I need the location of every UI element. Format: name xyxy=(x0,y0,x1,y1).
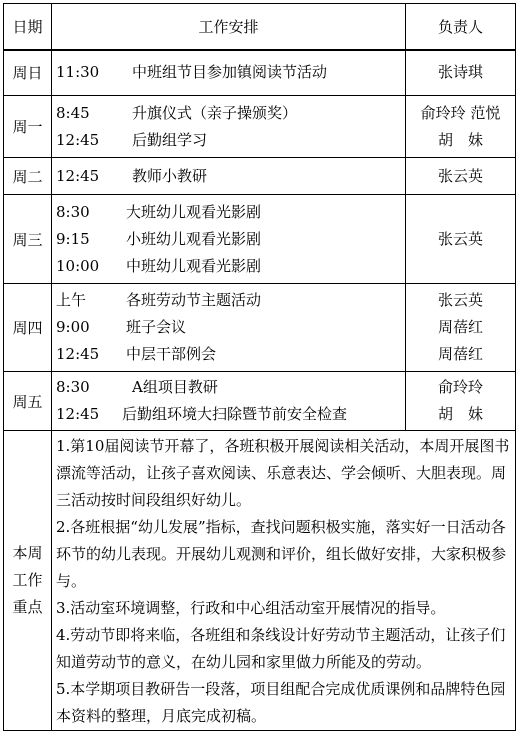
schedule-item: 8:30 A组项目教研 xyxy=(56,378,218,396)
day-row-friday xyxy=(4,372,516,431)
day-row-wednesday xyxy=(4,195,516,284)
focus-note: 3.活动室环境调整，行政和中心组活动室开展情况的指导。 xyxy=(56,599,446,617)
day-row-thursday xyxy=(4,284,516,372)
day-items xyxy=(52,195,406,284)
schedule-item: 11:30 中班组节目参加镇阅读节活动 xyxy=(56,63,328,82)
day-owner: 俞玲玲 范悦 胡 妹 xyxy=(406,96,516,158)
weekly-schedule-table xyxy=(3,3,516,731)
focus-row xyxy=(4,431,516,731)
day-items xyxy=(52,96,406,158)
day-owner: 张诗琪 xyxy=(406,50,516,96)
day-owner: 俞玲玲 胡 妹 xyxy=(406,372,516,431)
day-label: 周二 xyxy=(4,158,52,195)
focus-label: 本周 工作 重点 xyxy=(4,431,52,731)
focus-note: 2.各班根据“幼儿发展”指标，查找问题积极实施，落实好一日活动各环节的幼儿表现。开展幼儿观测和评价，组长做好安排，大家积极参与。 xyxy=(56,518,507,590)
schedule-item: 12:45 中层干部例会 xyxy=(56,345,217,363)
day-row-tuesday xyxy=(4,158,516,195)
header-row xyxy=(4,4,516,50)
day-owner: 张云英 xyxy=(406,195,516,284)
day-owner: 张云英 xyxy=(406,158,516,195)
schedule-item: 12:45 教师小教研 xyxy=(56,166,208,185)
focus-note: 5.本学期项目教研告一段落，项目组配合完成优质课例和品牌特色园本资料的整理，月底完成初稿。 xyxy=(56,680,506,725)
schedule-item: 12:45 后勤组学习 xyxy=(56,130,208,149)
schedule-item: 9:00 班子会议 xyxy=(56,318,187,336)
focus-note: 1.第10届阅读节开幕了，各班积极开展阅读相关活动，本周开展图书漂流等活动，让孩子喜欢阅读、乐意表达、学会倾听、大胆表现。周三活动按时间段组织好幼儿。 xyxy=(56,437,510,509)
day-label: 周日 xyxy=(4,50,52,96)
focus-notes xyxy=(52,431,516,731)
day-items xyxy=(52,284,406,372)
schedule-item: 10:00 中班幼儿观看光影剧 xyxy=(56,256,262,275)
day-label: 周一 xyxy=(4,96,52,158)
schedule-item: 8:45 升旗仪式（亲子操颁奖） xyxy=(56,103,298,122)
schedule-item: 上午 各班劳动节主题活动 xyxy=(56,291,262,309)
schedule-item: 12:45 后勤组环境大扫除暨节前安全检查 xyxy=(56,405,348,423)
day-items xyxy=(52,158,406,195)
day-label: 周五 xyxy=(4,372,52,431)
day-items xyxy=(52,372,406,431)
day-items xyxy=(52,50,406,96)
header-owner: 负责人 xyxy=(406,4,516,50)
header-work: 工作安排 xyxy=(52,4,406,50)
header-date: 日期 xyxy=(4,4,52,50)
day-row-monday xyxy=(4,96,516,158)
schedule-item: 9:15 小班幼儿观看光影剧 xyxy=(56,229,262,248)
focus-note: 4.劳动节即将来临，各班组和条线设计好劳动节主题活动，让孩子们知道劳动节的意义，在幼儿园和家里做力所能及的劳动。 xyxy=(56,626,506,671)
day-label: 周四 xyxy=(4,284,52,372)
day-owner: 张云英 周蓓红 周蓓红 xyxy=(406,284,516,372)
day-label: 周三 xyxy=(4,195,52,284)
schedule-item: 8:30 大班幼儿观看光影剧 xyxy=(56,202,262,221)
day-row-sunday xyxy=(4,50,516,96)
